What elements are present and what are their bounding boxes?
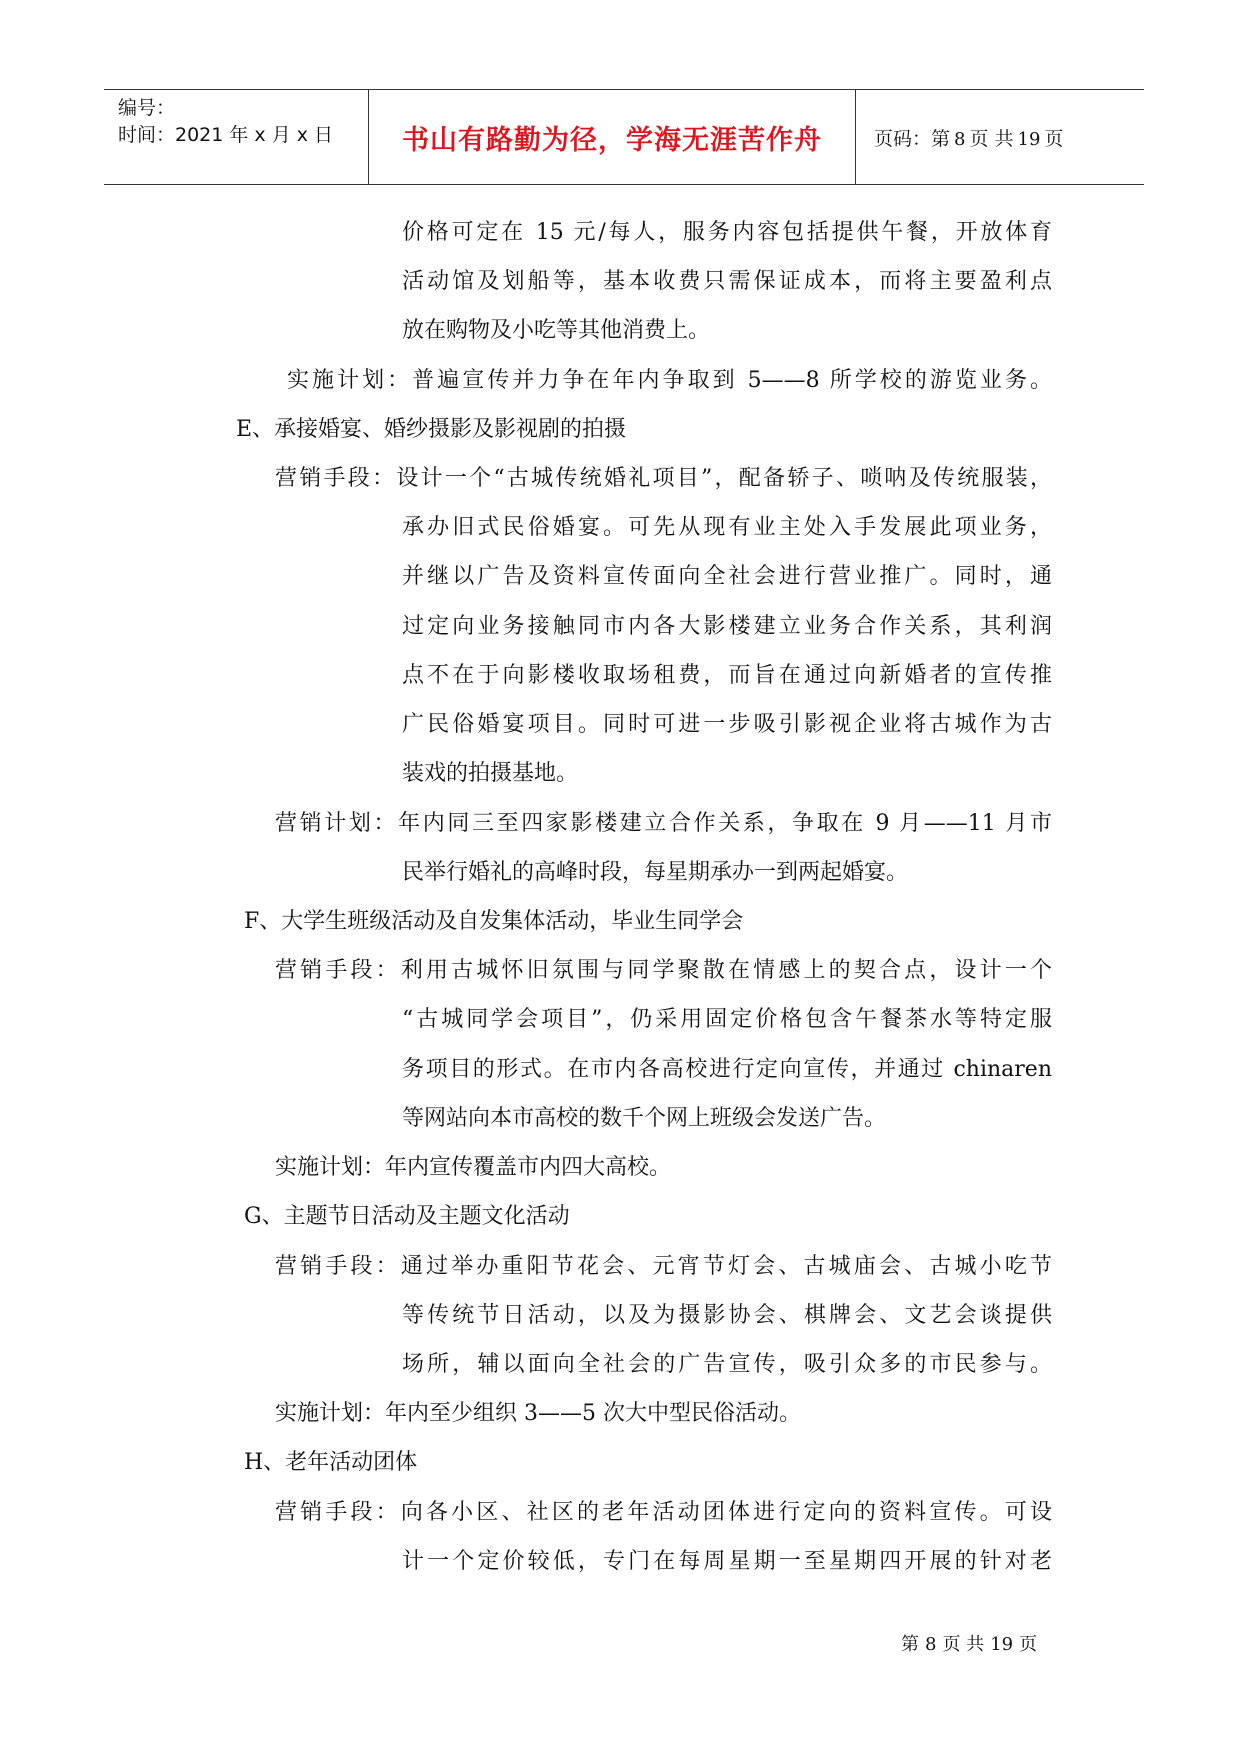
section-heading: F、大学生班级活动及自发集体活动，毕业生同学会 (244, 909, 744, 934)
text-line: 活动馆及划船等，基本收费只需保证成本，而将主要盈利点 (402, 269, 1052, 294)
section-heading: H、老年活动团体 (244, 1450, 418, 1475)
footer-suffix: 页 (1019, 1634, 1038, 1655)
text-line: 民举行婚礼的高峰时段，每星期承办一到两起婚宴。 (402, 860, 909, 885)
document-number-label: 编号： (118, 97, 176, 119)
footer-prefix: 第 (901, 1634, 919, 1655)
section-heading: G、主题节日活动及主题文化活动 (244, 1204, 570, 1229)
header-motto: 书山有路勤为径，学海无涯苦作舟 (402, 124, 822, 156)
header-motto-cell (368, 90, 856, 184)
header-page-info (874, 124, 1063, 151)
text-line: 实施计划：年内至少组织 3——5 次大中型民俗活动。 (275, 1401, 801, 1426)
footer-page-total: 19 (990, 1634, 1014, 1655)
text-line: 计一个定价较低，专门在每周星期一至星期四开展的针对老 (402, 1549, 1052, 1574)
text-line: 装戏的拍摄基地。 (402, 761, 579, 786)
header-meta (104, 90, 368, 184)
text-line: 价格可定在 15 元/每人，服务内容包括提供午餐，开放体育 (402, 220, 1052, 245)
text-line: 等网站向本市高校的数千个网上班级会发送广告。 (402, 1106, 887, 1131)
text-line: 营销手段：利用古城怀旧氛围与同学聚散在情感上的契合点，设计一个 (275, 958, 1052, 983)
text-line: “古城同学会项目”，仍采用固定价格包含午餐茶水等特定服 (402, 1007, 1052, 1032)
document-time-label: 时间：2021 年 x 月 x 日 (118, 124, 334, 146)
section-heading: E、承接婚宴、婚纱摄影及影视剧的拍摄 (236, 417, 627, 442)
footer-mid: 页 共 (942, 1634, 985, 1655)
text-line: 等传统节日活动，以及为摄影协会、棋牌会、文艺会谈提供 (402, 1303, 1052, 1328)
text-line: 广民俗婚宴项目。同时可进一步吸引影视企业将古城作为古 (402, 712, 1052, 737)
text-line: 营销手段：设计一个“古城传统婚礼项目”，配备轿子、唢呐及传统服装， (275, 466, 1052, 491)
text-line: 务项目的形式。在市内各高校进行定向宣传，并通过 chinaren (402, 1057, 1052, 1082)
text-line: 实施计划：年内宣传覆盖市内四大高校。 (275, 1155, 672, 1180)
text-line: 放在购物及小吃等其他消费上。 (402, 318, 711, 343)
header-page-mid: 页 共 (969, 127, 1014, 150)
text-line: 场所，辅以面向全社会的广告宣传，吸引众多的市民参与。 (402, 1352, 1052, 1377)
header-page-end: 页 (1044, 127, 1064, 150)
page-header (104, 89, 1144, 185)
text-line: 过定向业务接触同市内各大影楼建立业务合作关系，其利润 (402, 614, 1052, 639)
text-line: 营销计划：年内同三至四家影楼建立合作关系，争取在 9 月——11 月市 (275, 811, 1052, 836)
text-line: 营销手段：通过举办重阳节花会、元宵节灯会、古城庙会、古城小吃节 (275, 1254, 1052, 1279)
header-page-current: 8 (954, 128, 966, 150)
header-page-cell (856, 90, 1144, 184)
footer-page-current: 8 (925, 1634, 937, 1655)
page-footer (901, 1630, 1043, 1656)
text-line: 实施计划：普遍宣传并力争在年内争取到 5——8 所学校的游览业务。 (287, 368, 1052, 393)
text-line: 营销手段：向各小区、社区的老年活动团体进行定向的资料宣传。可设 (275, 1500, 1052, 1525)
text-line: 承办旧式民俗婚宴。可先从现有业主处入手发展此项业务， (402, 515, 1052, 540)
header-page-total: 19 (1017, 128, 1041, 150)
text-line: 点不在于向影楼收取场租费，而旨在通过向新婚者的宣传推 (402, 663, 1052, 688)
text-line: 并继以广告及资料宣传面向全社会进行营业推广。同时，通 (402, 564, 1052, 589)
header-page-label: 页码：第 (874, 127, 951, 150)
